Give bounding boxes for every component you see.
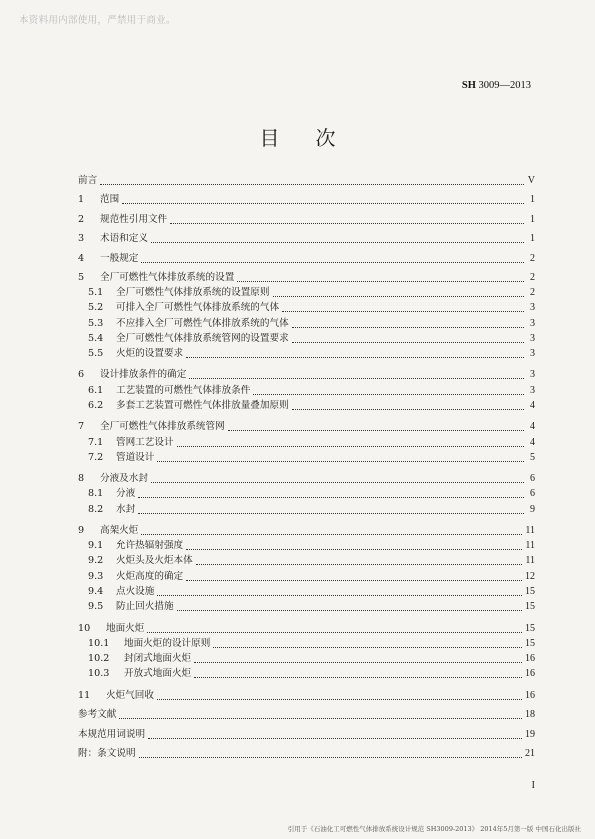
toc-entry-label: 地面火炬的设计原则	[124, 637, 211, 649]
standard-code	[462, 80, 531, 91]
toc-entry-page: 2	[530, 252, 535, 264]
toc-subentry[interactable]	[78, 583, 535, 598]
toc-entry-label: 规范性引用文件	[100, 213, 168, 225]
dot-leader	[157, 595, 522, 596]
toc-entry-number: 9.3	[88, 570, 104, 582]
toc-entry-number: 5	[78, 272, 85, 283]
page-title: 目次	[259, 126, 372, 150]
dot-leader	[292, 342, 524, 343]
toc-entry-label: 点火设施	[116, 585, 155, 597]
toc-entry-number: 2	[78, 213, 85, 225]
toc-entry-label: 高架火炬	[100, 525, 139, 537]
toc-subentry[interactable]	[78, 314, 535, 329]
toc-entry-page: 11	[525, 555, 535, 567]
dot-leader	[177, 446, 524, 447]
toc-entry-page: 6	[530, 473, 535, 485]
toc-entry-label: 火炬头及火炬本体	[116, 555, 193, 567]
dot-leader	[213, 647, 522, 648]
dot-leader	[139, 757, 522, 758]
toc-entry-page: 15	[525, 601, 535, 612]
toc-entry-label: 管道设计	[116, 451, 155, 463]
dot-leader	[292, 327, 524, 328]
dot-leader	[194, 677, 522, 678]
toc-entry-label: 可排入全厂可燃性气体排放系统的气体	[116, 302, 280, 314]
toc-entry-page: 16	[525, 668, 535, 680]
dot-leader	[292, 409, 524, 410]
toc-entry-number: 1	[78, 194, 85, 205]
dot-leader	[196, 564, 523, 565]
dot-leader	[177, 610, 522, 611]
toc-entry-label: 前言	[78, 174, 98, 186]
toc-subentry[interactable]	[78, 299, 535, 314]
dot-leader	[282, 311, 524, 312]
toc-subentry[interactable]	[78, 381, 535, 396]
toc-entry[interactable]	[78, 702, 535, 722]
toc-subentry[interactable]	[78, 449, 535, 464]
toc-entry-page: 2	[530, 287, 535, 299]
dot-leader	[138, 497, 524, 498]
dot-leader	[228, 430, 524, 431]
toc-entry[interactable]	[78, 615, 535, 635]
toc-entry-page: 15	[525, 622, 535, 634]
toc-entry-label: 全厂可燃性气体排放系统的设置	[100, 272, 235, 283]
toc-entry-label: 不应排入全厂可燃性气体排放系统的气体	[116, 317, 289, 329]
toc-entry-page: 18	[525, 709, 535, 721]
toc-entry[interactable]	[78, 226, 535, 246]
toc-entry-page: 5	[530, 451, 535, 463]
toc-entry-number: 5.4	[88, 332, 104, 344]
toc-entry-label: 附：条文说明	[78, 748, 136, 760]
dot-leader	[147, 632, 522, 633]
toc-entry-page: V	[527, 174, 535, 186]
toc-entry-page: 6	[530, 488, 535, 500]
toc-entry-number: 7	[78, 421, 85, 433]
dot-leader	[157, 461, 524, 462]
toc-subentry[interactable]	[78, 330, 535, 345]
toc-entry-page: 11	[525, 525, 535, 537]
toc-entry-label: 开放式地面火炬	[124, 668, 192, 680]
toc-entry-number: 10.2	[88, 652, 110, 664]
toc-entry-number: 8	[78, 473, 85, 485]
toc-entry-label: 防止回火措施	[116, 601, 174, 612]
toc-entry[interactable]	[78, 265, 535, 285]
toc-entry[interactable]	[78, 518, 535, 538]
toc-entry-page: 21	[525, 748, 535, 760]
toc-entry-number: 10.3	[88, 668, 110, 680]
table-of-contents	[78, 167, 535, 760]
toc-subentry[interactable]	[78, 650, 535, 665]
toc-entry-label: 封闭式地面火炬	[124, 652, 192, 664]
toc-entry[interactable]	[78, 466, 535, 486]
toc-entry-number: 5.1	[88, 287, 104, 299]
toc-entry-page: 4	[530, 436, 535, 448]
toc-entry-page: 3	[530, 302, 535, 314]
toc-entry-number: 9.1	[88, 540, 104, 552]
toc-entry-page: 12	[525, 570, 535, 582]
toc-entry[interactable]	[78, 721, 535, 741]
toc-entry-page: 19	[525, 728, 535, 740]
dot-leader	[122, 203, 524, 204]
toc-entry[interactable]	[78, 187, 535, 207]
watermark-text: 本资料用内部使用，严禁用于商业。	[19, 15, 176, 26]
toc-entry-label: 全厂可燃性气体排放系统管网	[100, 421, 225, 433]
toc-subentry[interactable]	[78, 635, 535, 650]
toc-entry-label: 设计排放条件的确定	[100, 369, 187, 381]
toc-entry-number: 10.1	[88, 637, 110, 649]
toc-subentry[interactable]	[78, 345, 535, 360]
toc-entry-page: 4	[530, 421, 535, 433]
dot-leader	[237, 281, 524, 282]
toc-entry-label: 全厂可燃性气体排放系统的设置原则	[116, 287, 270, 299]
dot-leader	[119, 718, 522, 719]
toc-entry-page: 3	[530, 369, 535, 381]
toc-entry-label: 允许热辐射强度	[116, 540, 184, 552]
toc-entry-label: 火炬的设置要求	[116, 347, 184, 359]
toc-entry-number: 5.2	[88, 302, 104, 314]
dot-leader	[151, 242, 524, 243]
toc-entry-number: 5.5	[88, 347, 104, 359]
toc-subentry[interactable]	[78, 598, 535, 613]
toc-entry-number: 9.4	[88, 585, 104, 597]
toc-subentry[interactable]	[78, 537, 535, 552]
toc-entry-number: 7.1	[88, 436, 104, 448]
toc-entry-page: 15	[525, 637, 535, 649]
toc-entry[interactable]	[78, 741, 535, 761]
toc-subentry[interactable]	[78, 433, 535, 448]
toc-entry-number: 6.1	[88, 384, 104, 396]
toc-subentry[interactable]	[78, 552, 535, 567]
toc-entry-page: 9	[530, 503, 535, 515]
toc-entry[interactable]	[78, 206, 535, 226]
toc-entry-page: 3	[530, 317, 535, 329]
toc-entry-label: 水封	[116, 503, 136, 515]
toc-entry-number: 9	[78, 525, 85, 537]
standard-code-number: 3009—2013	[478, 80, 531, 91]
dot-leader	[189, 378, 524, 379]
dot-leader	[141, 534, 522, 535]
toc-entry-number: 6.2	[88, 399, 104, 411]
toc-entry-page: 11	[525, 540, 535, 552]
toc-entry-page: 2	[530, 272, 535, 283]
dot-leader	[138, 513, 524, 514]
toc-subentry[interactable]	[78, 665, 535, 680]
toc-entry-number: 4	[78, 252, 85, 264]
toc-entry-label: 分液及水封	[100, 473, 148, 485]
toc-entry-page: 16	[525, 689, 535, 701]
toc-entry-page: 1	[530, 233, 535, 244]
toc-entry-page: 1	[530, 213, 535, 225]
toc-subentry[interactable]	[78, 284, 535, 299]
toc-subentry[interactable]	[78, 485, 535, 500]
dot-leader	[194, 662, 522, 663]
toc-entry-number: 7.2	[88, 451, 104, 463]
toc-entry[interactable]	[78, 245, 535, 265]
toc-entry-label: 一般规定	[100, 252, 139, 264]
dot-leader	[273, 296, 525, 297]
toc-subentry[interactable]	[78, 567, 535, 582]
toc-entry-label: 火炬高度的确定	[116, 570, 184, 582]
toc-entry-label: 参考文献	[78, 709, 117, 721]
toc-entry-number: 11	[78, 689, 91, 701]
dot-leader	[253, 394, 524, 395]
toc-entry-page: 1	[530, 194, 535, 205]
dot-leader	[151, 482, 524, 483]
standard-code-prefix: SH	[461, 80, 476, 91]
toc-entry-page: 4	[530, 399, 535, 411]
toc-subentry[interactable]	[78, 500, 535, 515]
toc-entry-label: 全厂可燃性气体排放系统管网的设置要求	[116, 332, 289, 344]
toc-entry-label: 火炬气回收	[106, 689, 154, 701]
toc-entry-label: 管网工艺设计	[116, 436, 174, 448]
dot-leader	[170, 223, 524, 224]
dot-leader	[186, 549, 522, 550]
toc-entry-label: 多套工艺装置可燃性气体排放量叠加原则	[116, 399, 289, 411]
dot-leader	[100, 184, 524, 185]
toc-entry-number: 8.1	[88, 488, 104, 500]
toc-entry-number: 3	[78, 233, 85, 244]
toc-entry[interactable]	[78, 414, 535, 434]
toc-entry-label: 地面火炬	[106, 622, 145, 634]
toc-subentry[interactable]	[78, 397, 535, 412]
dot-leader	[141, 262, 524, 263]
toc-entry-number: 6	[78, 369, 85, 381]
citation-footer: 引用于《石油化工可燃性气体排放系统设计规范 SH3009-2013》 2014年5月第一版 中国石化出版社	[287, 825, 581, 833]
toc-entry-label: 工艺装置的可燃性气体排放条件	[116, 384, 251, 396]
toc-entry[interactable]	[78, 682, 535, 702]
toc-entry-label: 术语和定义	[100, 233, 148, 244]
page-number: I	[531, 780, 535, 791]
toc-entry-label: 本规范用词说明	[78, 728, 146, 740]
toc-entry-label: 范围	[100, 194, 120, 205]
dot-leader	[186, 580, 522, 581]
toc-entry-number: 9.2	[88, 555, 104, 567]
toc-entry-number: 9.5	[88, 601, 104, 612]
toc-entry[interactable]	[78, 362, 535, 382]
dot-leader	[186, 357, 524, 358]
toc-entry-page: 15	[525, 585, 535, 597]
toc-entry-page: 3	[530, 332, 535, 344]
dot-leader	[157, 699, 522, 700]
dot-leader	[148, 738, 522, 739]
toc-entry-number: 8.2	[88, 503, 104, 515]
toc-entry-page: 16	[525, 652, 535, 664]
toc-entry-number: 5.3	[88, 317, 104, 329]
toc-entry[interactable]	[78, 167, 535, 187]
toc-entry-page: 3	[530, 347, 535, 359]
toc-entry-label: 分液	[116, 488, 136, 500]
toc-entry-page: 3	[530, 384, 535, 396]
toc-entry-number: 10	[78, 622, 91, 634]
